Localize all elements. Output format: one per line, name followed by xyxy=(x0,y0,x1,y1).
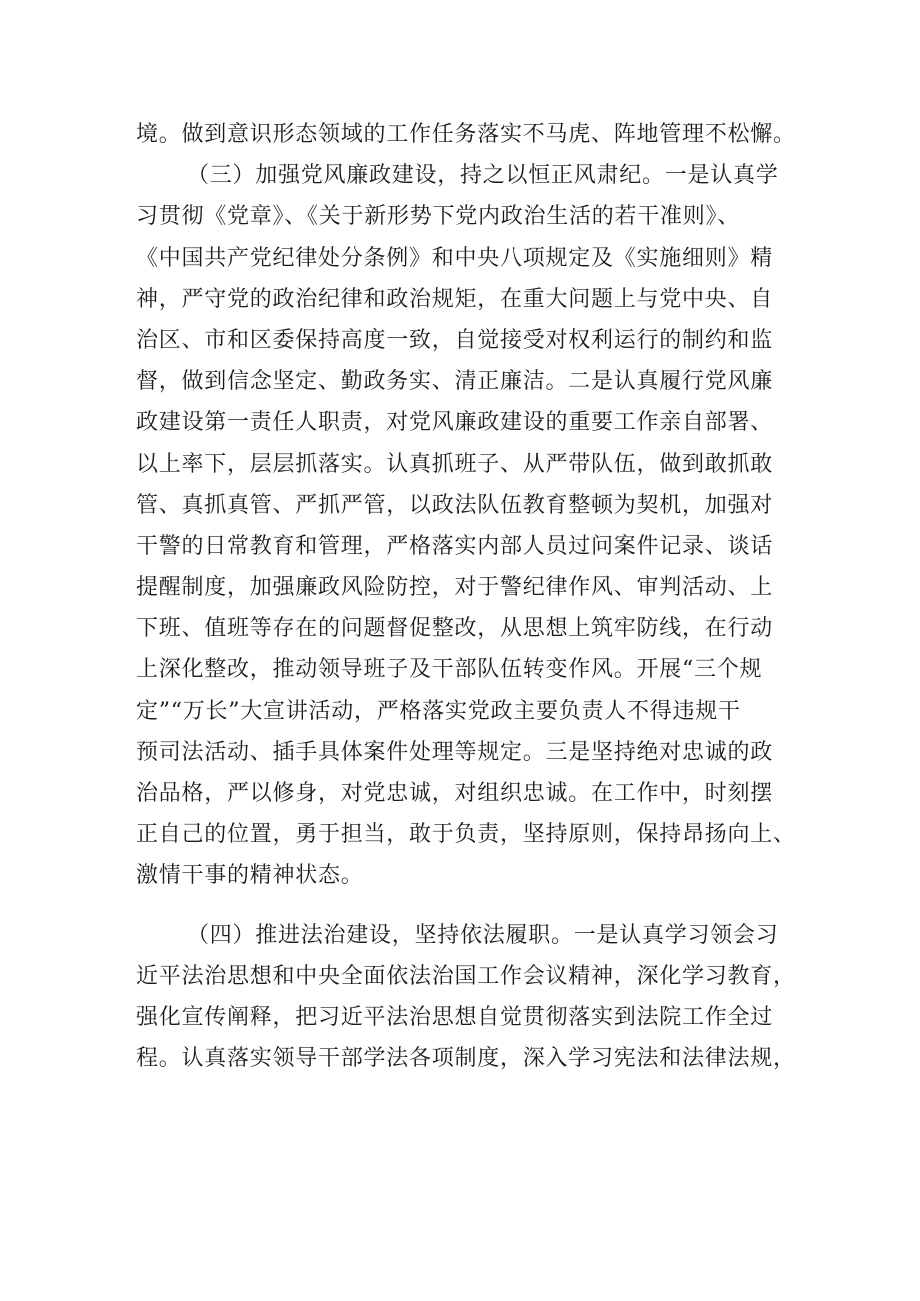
text-line: 正自己的位置，勇于担当，敢于负责，坚持原则，保持昂扬向上、 xyxy=(136,822,796,848)
text-line: 上深化整改，推动领导班子及干部队伍转变作风。开展“三个规 xyxy=(136,657,763,683)
text-line: 激情干事的精神状态。 xyxy=(136,863,364,889)
text-line: 治区、市和区委保持高度一致，自觉接受对权利运行的制约和监 xyxy=(136,327,774,353)
text-line: 以上率下，层层抓落实。认真抓班子、从严带队伍，做到敢抓敢 xyxy=(136,451,774,477)
text-line: 下班、值班等存在的问题督促整改，从思想上筑牢防线，在行动 xyxy=(136,616,774,642)
paragraph-gap xyxy=(136,897,786,915)
text-line: 督，做到信念坚定、勤政务实、清正廉洁。二是认真履行党风廉 xyxy=(136,369,774,395)
text-line: 强化宣传阐释，把习近平法治思想自觉贯彻落实到法院工作全过 xyxy=(136,1004,774,1030)
document-body xyxy=(136,114,796,1079)
text-line: 《中国共产党纪律处分条例》和中央八项规定及《实施细则》精 xyxy=(136,245,774,271)
text-line: 境。做到意识形态领域的工作任务落实不马虎、阵地管理不松懈。 xyxy=(136,122,796,147)
text-line: 预司法活动、插手具体案件处理等规定。三是坚持绝对忠诚的政 xyxy=(136,739,774,765)
text-line: 政建设第一责任人职责，对党风廉政建设的重要工作亲自部署、 xyxy=(136,410,774,436)
text-line: 习贯彻《党章》、《关于新形势下党内政治生活的若干准则》、 xyxy=(136,204,741,230)
text-line: 提醒制度，加强廉政风险防控，对于警纪律作风、审判活动、上 xyxy=(136,575,774,601)
text-line: 管、真抓真管、严抓严管，以政法队伍教育整顿为契机，加强对 xyxy=(136,492,774,518)
paragraph-heading-three: （三）加强党风廉政建设，持之以恒正风肃纪。一是认真学 xyxy=(187,163,779,189)
paragraph-heading-four: （四）推进法治建设，坚持依法履职。一是认真学习领会习 xyxy=(187,922,779,948)
text-line: 近平法治思想和中央全面依法治国工作会议精神，深化学习教育， xyxy=(136,963,796,989)
text-line: 干警的日常教育和管理，严格落实内部人员过问案件记录、谈话 xyxy=(136,533,774,559)
text-line: 治品格，严以修身，对党忠诚，对组织忠诚。在工作中，时刻摆 xyxy=(136,781,774,806)
text-line: 程。认真落实领导干部学法各项制度，深入学习宪法和法律法规， xyxy=(136,1046,796,1072)
text-line: 神，严守党的政治纪律和政治规矩，在重大问题上与党中央、自 xyxy=(136,286,774,312)
text-line: 定”“万长”大宣讲活动，严格落实党政主要负责人不得违规干 xyxy=(136,698,741,724)
